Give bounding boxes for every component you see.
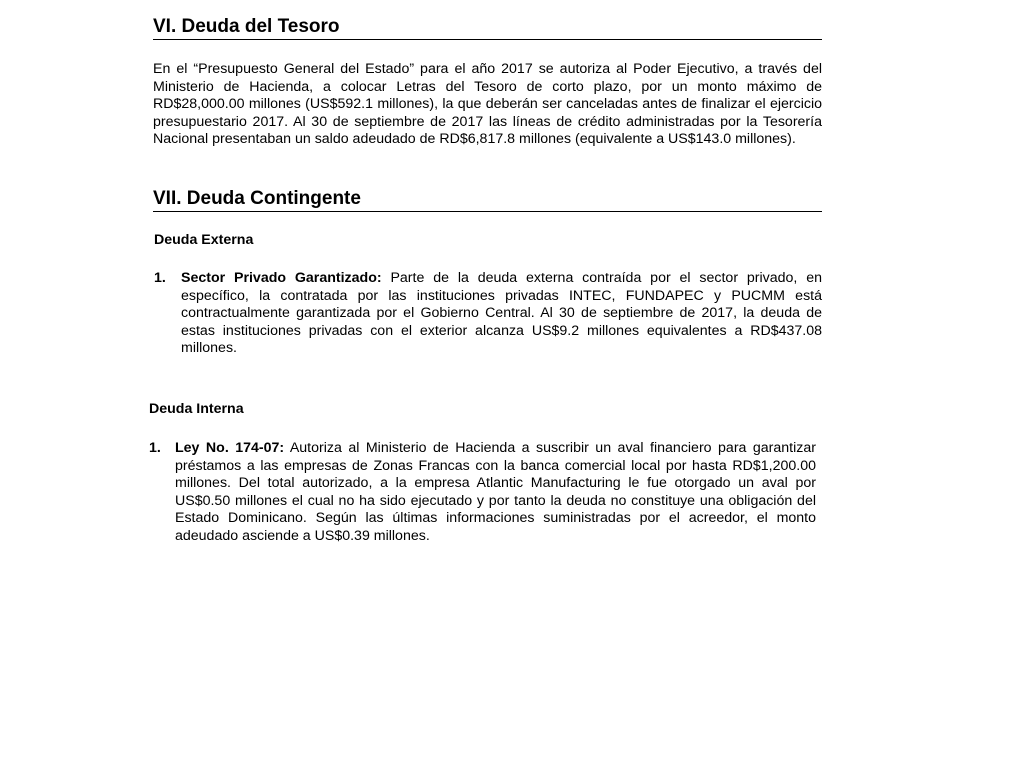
subheading-deuda-interna: Deuda Interna (149, 401, 244, 417)
list-item-label: Ley No. 174-07: (175, 440, 285, 456)
list-item-text: Parte de la deuda externa contraída por el sector privado, en específico, la contratada por las instituciones privadas INTEC, FUNDAPEC y PUCMM está contractualmente garantizada por el Gobierno Central. Al 30 de septiembre de 2017, la deuda de estas instituciones privadas con el exterior alcanza US$9.2 millones equivalentes a RD$437.08 millones. (181, 270, 822, 357)
list-item-ley-174-07 (175, 440, 816, 546)
list-item-text: Autoriza al Ministerio de Hacienda a suscribir un aval financiero para garantizar préstamos a las empresas de Zonas Francas con la banca comercial local por hasta RD$1,200.00 millones. Del total autorizado, a la empresa Atlantic Manufacturing le fue otorgado un aval por US$0.50 millones el cual no ha sido ejecutado y por tanto la deuda no constituye una obligación del Estado Dominicano. Según las últimas informaciones suministradas por el acreedor, el monto adeudado asciende a US$0.39 millones. (175, 440, 816, 544)
subheading-deuda-externa: Deuda Externa (154, 232, 254, 248)
list-item-label: Sector Privado Garantizado: (181, 270, 382, 286)
list-number-externa: 1. (154, 270, 166, 286)
section-title-deuda-contingente: VII. Deuda Contingente (153, 188, 822, 212)
section-title-deuda-tesoro: VI. Deuda del Tesoro (153, 16, 822, 40)
list-item-sector-privado (181, 270, 822, 358)
list-number-interna: 1. (149, 440, 161, 456)
paragraph-deuda-tesoro: En el “Presupuesto General del Estado” para el año 2017 se autoriza al Poder Ejecutivo, a través del Ministerio de Hacienda, a colocar Letras del Tesoro de corto plazo, por un monto máximo de RD$28,000.00 millones (US$592.1 millones), la que deberán ser canceladas antes de finalizar el ejercicio presupuestario 2017. Al 30 de septiembre de 2017 las líneas de crédito administradas por la Tesorería Nacional presentaban un saldo adeudado de RD$6,817.8 millones (equivalente a US$143.0 millones). (153, 61, 822, 148)
